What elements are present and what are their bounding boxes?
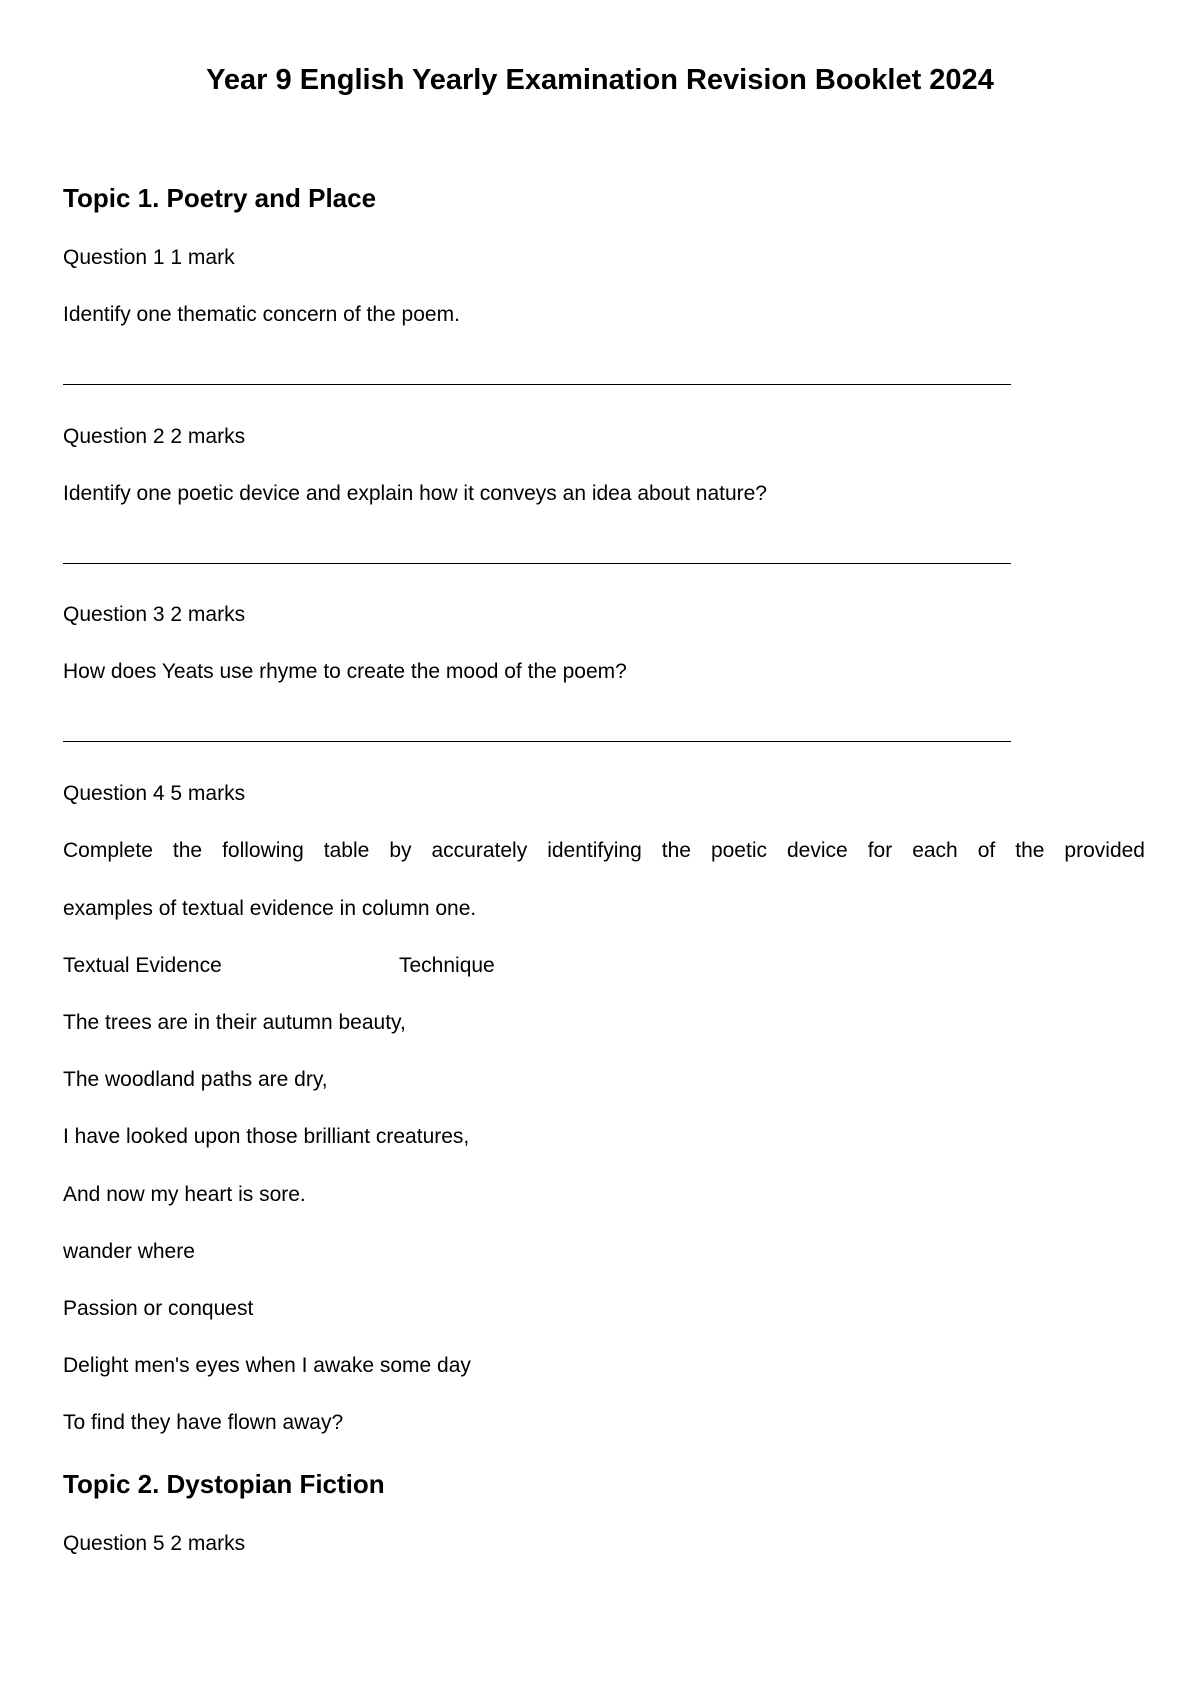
topic-2-heading: Topic 2. Dystopian Fiction [63, 1469, 385, 1499]
question-5-label: Question 5 2 marks [63, 1532, 246, 1555]
evidence-row: The woodland paths are dry, [63, 1068, 328, 1091]
question-4-text-line-1: Complete the following table by accurately identifying the poetic device for each of the provided [63, 839, 1145, 862]
question-3-label: Question 3 2 marks [63, 603, 246, 626]
evidence-row: Passion or conquest [63, 1297, 254, 1320]
evidence-row: And now my heart is sore. [63, 1183, 306, 1206]
evidence-row: I have looked upon those brilliant creatures, [63, 1125, 470, 1148]
answer-line-2 [63, 563, 1011, 564]
evidence-row: To find they have flown away? [63, 1411, 344, 1434]
evidence-row: The trees are in their autumn beauty, [63, 1011, 406, 1034]
answer-line-1 [63, 384, 1011, 385]
question-1-label: Question 1 1 mark [63, 246, 235, 269]
question-4-label: Question 4 5 marks [63, 782, 246, 805]
evidence-row: wander where [63, 1240, 195, 1263]
answer-line-3 [63, 741, 1011, 742]
table-header-technique: Technique [399, 954, 495, 977]
table-header-textual-evidence: Textual Evidence [63, 954, 222, 977]
topic-1-heading: Topic 1. Poetry and Place [63, 183, 377, 213]
question-2-label: Question 2 2 marks [63, 425, 246, 448]
question-2-text: Identify one poetic device and explain how it conveys an idea about nature? [63, 482, 767, 505]
evidence-row: Delight men's eyes when I awake some day [63, 1354, 471, 1377]
question-4-text-line-2: examples of textual evidence in column one. [63, 897, 477, 920]
document-title: Year 9 English Yearly Examination Revision Booklet 2024 [206, 64, 994, 96]
question-1-text: Identify one thematic concern of the poem. [63, 303, 460, 326]
question-3-text: How does Yeats use rhyme to create the mood of the poem? [63, 660, 627, 683]
